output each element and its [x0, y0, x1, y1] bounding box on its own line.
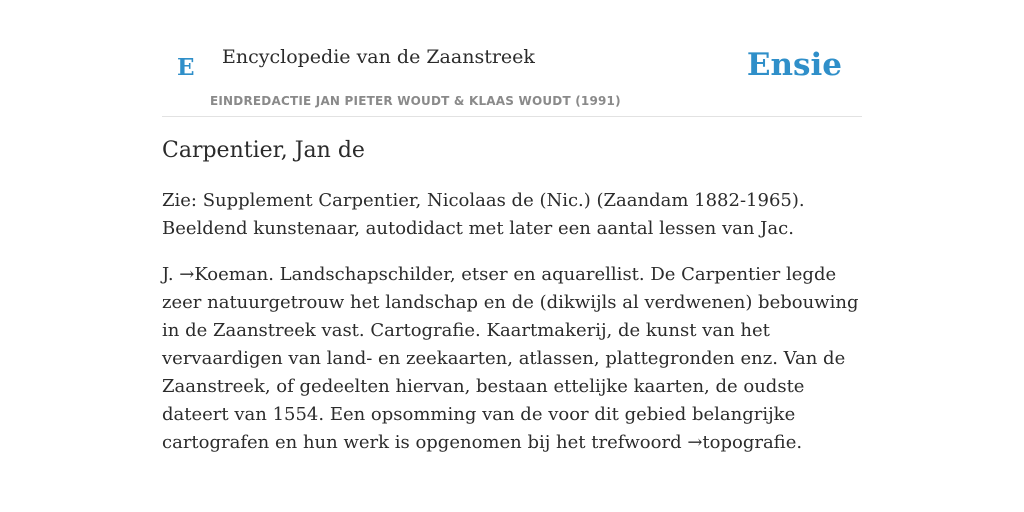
brand-logo-link[interactable]: Ensie: [746, 47, 842, 83]
article: [162, 136, 862, 457]
site-title[interactable]: Encyclopedie van de Zaanstreek: [222, 46, 535, 68]
editors-credit: EINDREDACTIE JAN PIETER WOUDT & KLAAS WOUDT (1991): [210, 94, 621, 108]
entry-title: Carpentier, Jan de: [162, 138, 365, 163]
site-logo[interactable]: E: [177, 54, 195, 81]
article-paragraph: Zie: Supplement Carpentier, Nicolaas de (Nic.) (Zaandam 1882-1965). Beeldend kunstenaar, autodidact met later een aantal lessen van Jac.: [162, 189, 805, 239]
site-header: [162, 0, 862, 117]
article-paragraph: J. →Koeman. Landschapschilder, etser en aquarellist. De Carpentier legde zeer natuurgetrouw het landschap en de (dikwijls al verdwenen) bebouwing in de Zaanstreek vast. Cartografie. Kaartmakerij, de kunst van het vervaardigen van land- en zeekaarten, atlassen, plattegronden enz. Van de Zaanstreek, of gedeelten hiervan, bestaan ettelijke kaarten, de oudste dateert van 1554. Een opsomming van de voor dit gebied belangrijke cartografen en hun werk is opgenomen bij het trefwoord →topografie.: [162, 263, 859, 453]
